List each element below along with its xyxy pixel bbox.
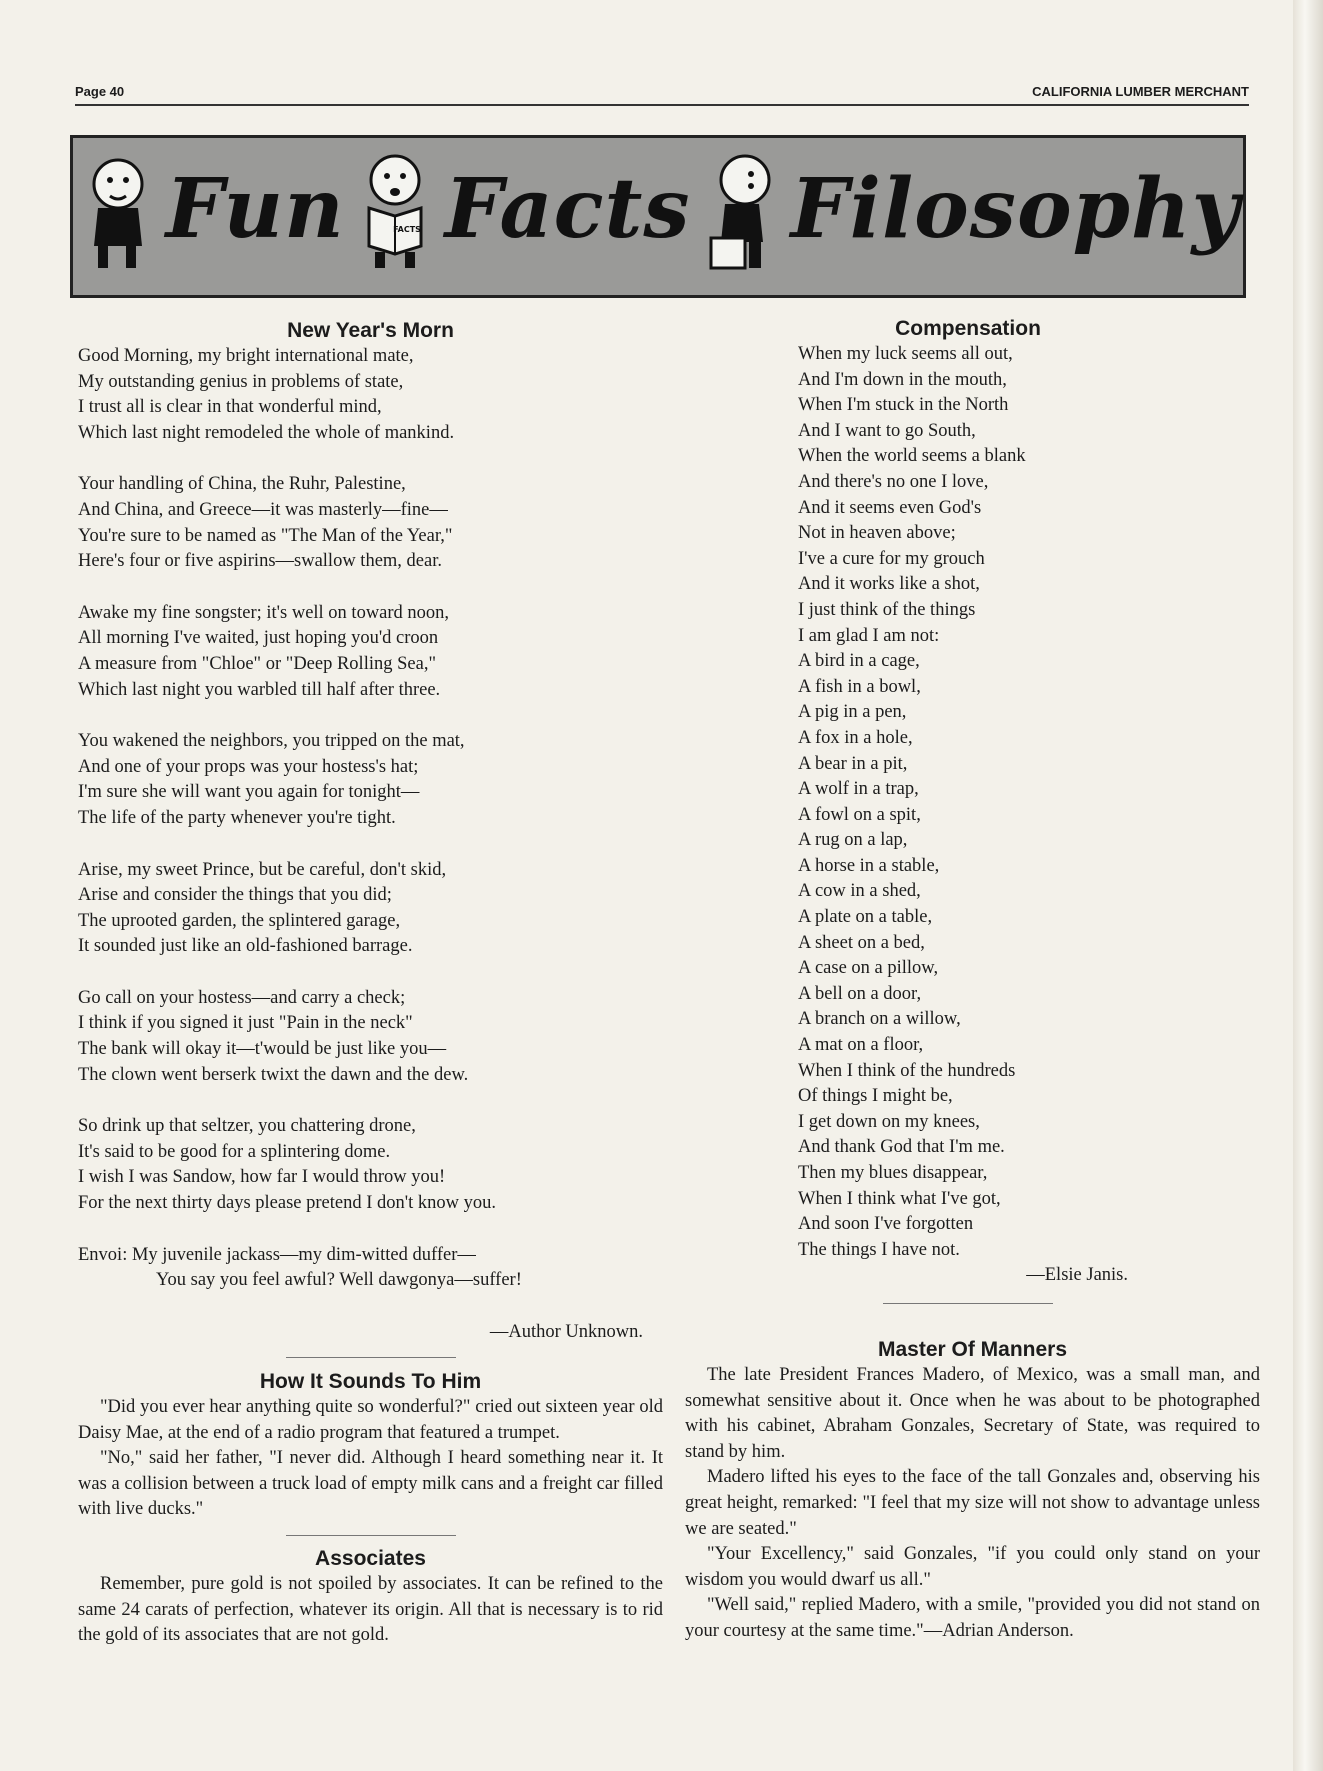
poem-line: Arise and consider the things that you did; [78,885,392,906]
story-master-of-manners [685,1337,1260,1645]
poem-line: My outstanding genius in problems of state, [78,371,404,392]
poem-line: Not in heaven above; [798,523,956,544]
divider [286,1535,456,1536]
poem-line: For the next thirty days please pretend I don't know you. [78,1193,496,1214]
poem-line: Which last night you warbled till half after three. [78,679,441,700]
poem-line: You wakened the neighbors, you tripped on the mat, [78,731,465,752]
poem-line: I just think of the things [798,599,976,620]
poem-line: A horse in a stable, [798,855,940,876]
stanza [78,472,663,574]
poem-line: And it seems even God's [798,497,982,518]
poem-line: When the world seems a blank [798,446,1026,467]
poem-line: The life of the party whenever you're tight. [78,807,396,828]
poem-title: Compensation [895,317,1041,340]
poem-line: A branch on a willow, [798,1009,961,1030]
story-title: Associates [315,1546,426,1570]
poem-line: When my luck seems all out, [798,344,1013,364]
poem-line: A bear in a pit, [798,753,908,774]
banner-word-filosophy: Filosophy [790,160,1241,257]
story-paragraph: "Your Excellency," said Gonzales, "if you could only stand on your wisdom you would dwarf us all." [685,1544,1260,1590]
cartoon-thinker-icon [701,146,781,271]
poem-line: And I'm down in the mouth, [798,369,1007,390]
poem-line: A wolf in a trap, [798,779,919,800]
poem-line: I'm sure she will want you again for tonight— [78,782,420,803]
page-number: Page 40 [75,84,125,99]
story-title: How It Sounds To Him [259,1370,482,1393]
envoi-line: You say you feel awful? Well dawgonya—suffer! [156,1270,522,1291]
poem-line: When I think of the hundreds [798,1060,1016,1081]
poem-line: A sheet on a bed, [798,932,925,953]
poem-line: The bank will okay it—t'would be just like you— [78,1039,447,1060]
story-paragraph: The late President Frances Madero, of Mexico, was a small man, and somewhat sensitive about it. Once when he was about to be photographed with his cabinet, Abraham Gonzales, Secretary of State, was required to stand by him. [685,1365,1260,1462]
poem-line: Then my blues disappear, [798,1163,988,1183]
poem-line: And I want to go South, [798,420,976,441]
story-paragraph: "Did you ever hear anything quite so wonderful?" cried out sixteen year old Daisy Mae, at the end of a radio program that featured a trumpet. [78,1397,663,1443]
stanza [78,1114,663,1216]
poem-line: I trust all is clear in that wonderful mind, [78,397,382,418]
poem-new-years-morn [78,318,663,1358]
poem-line: And soon I've forgotten [798,1214,974,1235]
poem-line: I think if you signed it just "Pain in the neck" [78,1013,413,1034]
poem-line: A fish in a bowl, [798,676,921,697]
publication-name: CALIFORNIA LUMBER MERCHANT [1032,84,1249,99]
poem-line: A cow in a shed, [798,881,921,902]
banner-word-fun: Fun [165,160,345,257]
poem-line: And it works like a shot, [798,574,980,595]
poem-line: Your handling of China, the Ruhr, Palestine, [78,474,406,495]
story-paragraph: Madero lifted his eyes to the face of the tall Gonzales and, observing his great height, remarked: "I feel that my size will not show to advantage unless we are seated." [685,1467,1260,1539]
stanza [78,729,663,831]
poem-line: And one of your props was your hostess's hat; [78,756,419,777]
poem-line: You're sure to be named as "The Man of the Year," [78,525,453,546]
story-how-it-sounds [78,1369,663,1649]
poem-line: A pig in a pen, [798,702,907,723]
poem-line: Good Morning, my bright international mate, [78,346,414,366]
envoi-line: Envoi: My juvenile jackass—my dim-witted duffer— [78,1244,476,1265]
poem-line: A mat on a floor, [798,1035,924,1056]
cartoon-man-icon [76,146,156,271]
book-label: FACTS [392,225,421,234]
poem-line: And China, and Greece—it was masterly—fine— [78,499,448,520]
poem-line: A measure from "Chloe" or "Deep Rolling Sea," [78,653,436,674]
poem-line: A bell on a door, [798,983,922,1004]
poem-lines [798,342,1238,1263]
poem-line: The uprooted garden, the splintered garage, [78,910,401,931]
poem-line: I wish I was Sandow, how far I would throw you! [78,1167,446,1188]
poem-author: —Elsie Janis. [1026,1265,1128,1286]
poem-line: Go call on your hostess—and carry a check; [78,987,406,1008]
poem-author: —Author Unknown. [489,1321,643,1342]
poem-line: Of things I might be, [798,1086,953,1107]
poem-line: And thank God that I'm me. [798,1137,1005,1158]
poem-title: New Year's Morn [287,319,454,342]
stanza [78,858,663,960]
poem-line: It's said to be good for a splintering dome. [78,1141,391,1162]
stanza [78,601,663,703]
poem-line: A bird in a cage, [798,651,920,672]
poem-line: I am glad I am not: [798,625,940,646]
stanza [78,344,663,446]
poem-line: A fox in a hole, [798,727,913,748]
poem-line: The clown went berserk twixt the dawn and the dew. [78,1064,469,1085]
cartoon-reader-icon [355,146,435,271]
page-edge [1293,0,1323,1771]
divider [883,1303,1053,1304]
poem-line: A plate on a table, [798,907,933,928]
story-paragraph: Remember, pure gold is not spoiled by associates. It can be refined to the same 24 carats of perfection, whatever its origin. All that is necessary is to rid the gold of its associates that are not gold. [78,1573,663,1646]
poem-line: I get down on my knees, [798,1111,980,1132]
poem-line: And there's no one I love, [798,471,989,492]
divider [286,1357,456,1358]
poem-line: Here's four or five aspirins—swallow them, dear. [78,551,442,572]
story-paragraph: "No," said her father, "I never did. Although I heard something near it. It was a collision between a truck load of empty milk cans and a freight car filled with live ducks." [78,1448,663,1520]
poem-line: So drink up that seltzer, you chattering drone, [78,1116,416,1137]
poem-line: A rug on a lap, [798,830,908,851]
banner-word-facts: Facts [444,160,691,257]
story-paragraph: "Well said," replied Madero, with a smile, "provided you did not stand on your courtesy at the same time."—Adrian Anderson. [685,1595,1260,1641]
story-title: Master Of Manners [877,1338,1068,1361]
poem-line: Awake my fine songster; it's well on toward noon, [78,602,450,623]
poem-line: I've a cure for my grouch [798,548,985,569]
poem-compensation [798,316,1238,1304]
poem-line: It sounded just like an old-fashioned barrage. [78,936,413,957]
poem-line: The things I have not. [798,1239,960,1260]
poem-line: All morning I've waited, just hoping you'd croon [78,628,439,649]
poem-line: When I think what I've got, [798,1188,1001,1209]
poem-line: Which last night remodeled the whole of mankind. [78,422,455,443]
page-header [75,84,1249,106]
poem-line: When I'm stuck in the North [798,395,1009,416]
envoi [78,1243,663,1294]
poem-line: A case on a pillow, [798,958,939,979]
stanza [78,986,663,1088]
poem-line: A fowl on a spit, [798,804,921,825]
fun-facts-filosophy-banner [70,135,1246,298]
poem-line: Arise, my sweet Prince, but be careful, don't skid, [78,859,447,880]
